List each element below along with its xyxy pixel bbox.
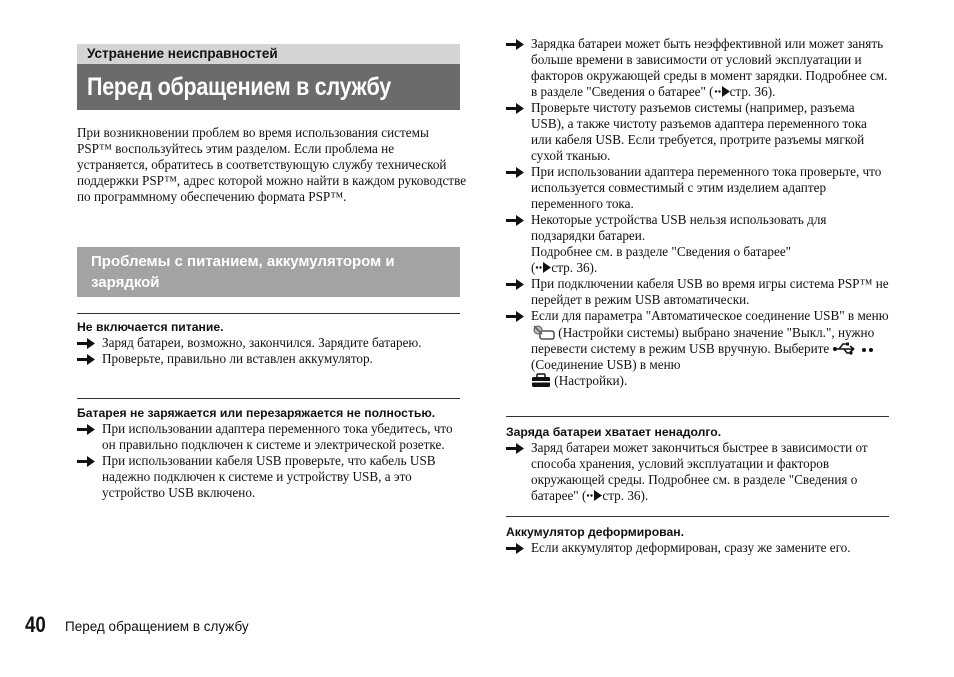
right-column-battery-life (506, 424, 890, 504)
problem-heading: Заряда батареи хватает ненадолго. (506, 425, 722, 439)
page-ref-icon (714, 86, 730, 97)
arrow-right-icon (506, 443, 524, 454)
left-column-2 (77, 405, 463, 501)
divider (77, 313, 460, 314)
divider (506, 516, 889, 517)
solution-item: Проверьте, правильно ли вставлен аккумулятор. (77, 351, 463, 367)
section-tab: Устранение неисправностей (77, 44, 460, 64)
solution-item: Заряд батареи, возможно, закончился. Зарядите батарею. (77, 335, 463, 351)
problem-heading: Не включается питание. (77, 320, 224, 334)
left-column (77, 319, 463, 367)
problem-heading: Батарея не заряжается или перезаряжается не полностью. (77, 406, 436, 420)
arrow-right-icon (77, 354, 95, 365)
right-column-deformed (506, 524, 896, 556)
arrow-right-icon (506, 311, 524, 322)
page-ref-icon (586, 490, 602, 501)
arrow-right-icon (506, 279, 524, 290)
arrow-right-icon (77, 338, 95, 349)
solution-item: При использовании адаптера переменного тока проверьте, что используется совместимый с этим изделием адаптер переменного тока. (506, 164, 890, 212)
arrow-right-icon (77, 456, 95, 467)
arrow-right-icon (77, 424, 95, 435)
solution-item: Если аккумулятор деформирован, сразу же замените его. (506, 540, 896, 556)
arrow-right-icon (506, 39, 524, 50)
page-title: Перед обращением в службу (77, 64, 460, 110)
problem-power (77, 319, 463, 367)
problem-charging (77, 405, 463, 501)
right-column (506, 36, 890, 389)
solution-item: Зарядка батареи может быть неэффективной или может занять больше времени в зависимости от условий эксплуатации и факторов окружающей среды в момент зарядки. Подробнее см. в разделе "Сведения о батарее" ( стр. 36). (506, 36, 890, 100)
page-ref-icon (535, 262, 551, 273)
page-number: 40 (25, 612, 46, 637)
problem-heading: Аккумулятор деформирован. (506, 525, 685, 539)
solution-item: При подключении кабеля USB во время игры система PSP™ не перейдет в режим USB автоматически. (506, 276, 890, 308)
divider (506, 416, 889, 417)
solution-item: Заряд батареи может закончиться быстрее в зависимости от способа хранения, условий эксплуатации и факторов окружающей среды. Подробнее см. в разделе "Сведения о батарее" ( стр. 36). (506, 440, 890, 504)
system-settings-icon (531, 324, 555, 340)
arrow-right-icon (506, 167, 524, 178)
solution-item: При использовании адаптера переменного тока убедитесь, что он правильно подключен к системе и электрической розетке. (77, 421, 463, 453)
solution-item: Некоторые устройства USB нельзя использовать для подзарядки батареи. Подробнее см. в разделе "Сведения о батарее" ( стр. 36). (506, 212, 890, 276)
usb-icon (833, 342, 877, 356)
solution-item: При использовании кабеля USB проверьте, что кабель USB надежно подключен к системе и устройству USB, а это устройство USB включено. (77, 453, 463, 501)
settings-toolbox-icon (531, 373, 551, 388)
footer-title: Перед обращением в службу (65, 619, 249, 634)
arrow-right-icon (506, 215, 524, 226)
arrow-right-icon (506, 543, 524, 554)
solution-item: Если для параметра "Автоматическое соединение USB" в меню (Настройки системы) выбрано значение "Выкл.", нужно перевести систему в режим USB вручную. Выберите (Соединение USB) в меню (Настройки). (506, 308, 890, 389)
intro-paragraph: При возникновении проблем во время использования системы PSP™ воспользуйтесь этим разделом. Если проблема не устраняется, обратитесь в соответствующую службу технической поддержки PSP™, адрес которой можно найти в каждом руководстве по программному обеспечению формата PSP™. (77, 125, 467, 204)
subsection-title: Проблемы с питанием, аккумулятором и зарядкой (77, 247, 460, 297)
solution-item: Проверьте чистоту разъемов системы (например, разъема USB), а также чистоту разъемов адаптера переменного тока или кабеля USB. Если требуется, протрите разъемы мягкой сухой тканью. (506, 100, 890, 164)
arrow-right-icon (506, 103, 524, 114)
divider (77, 398, 460, 399)
